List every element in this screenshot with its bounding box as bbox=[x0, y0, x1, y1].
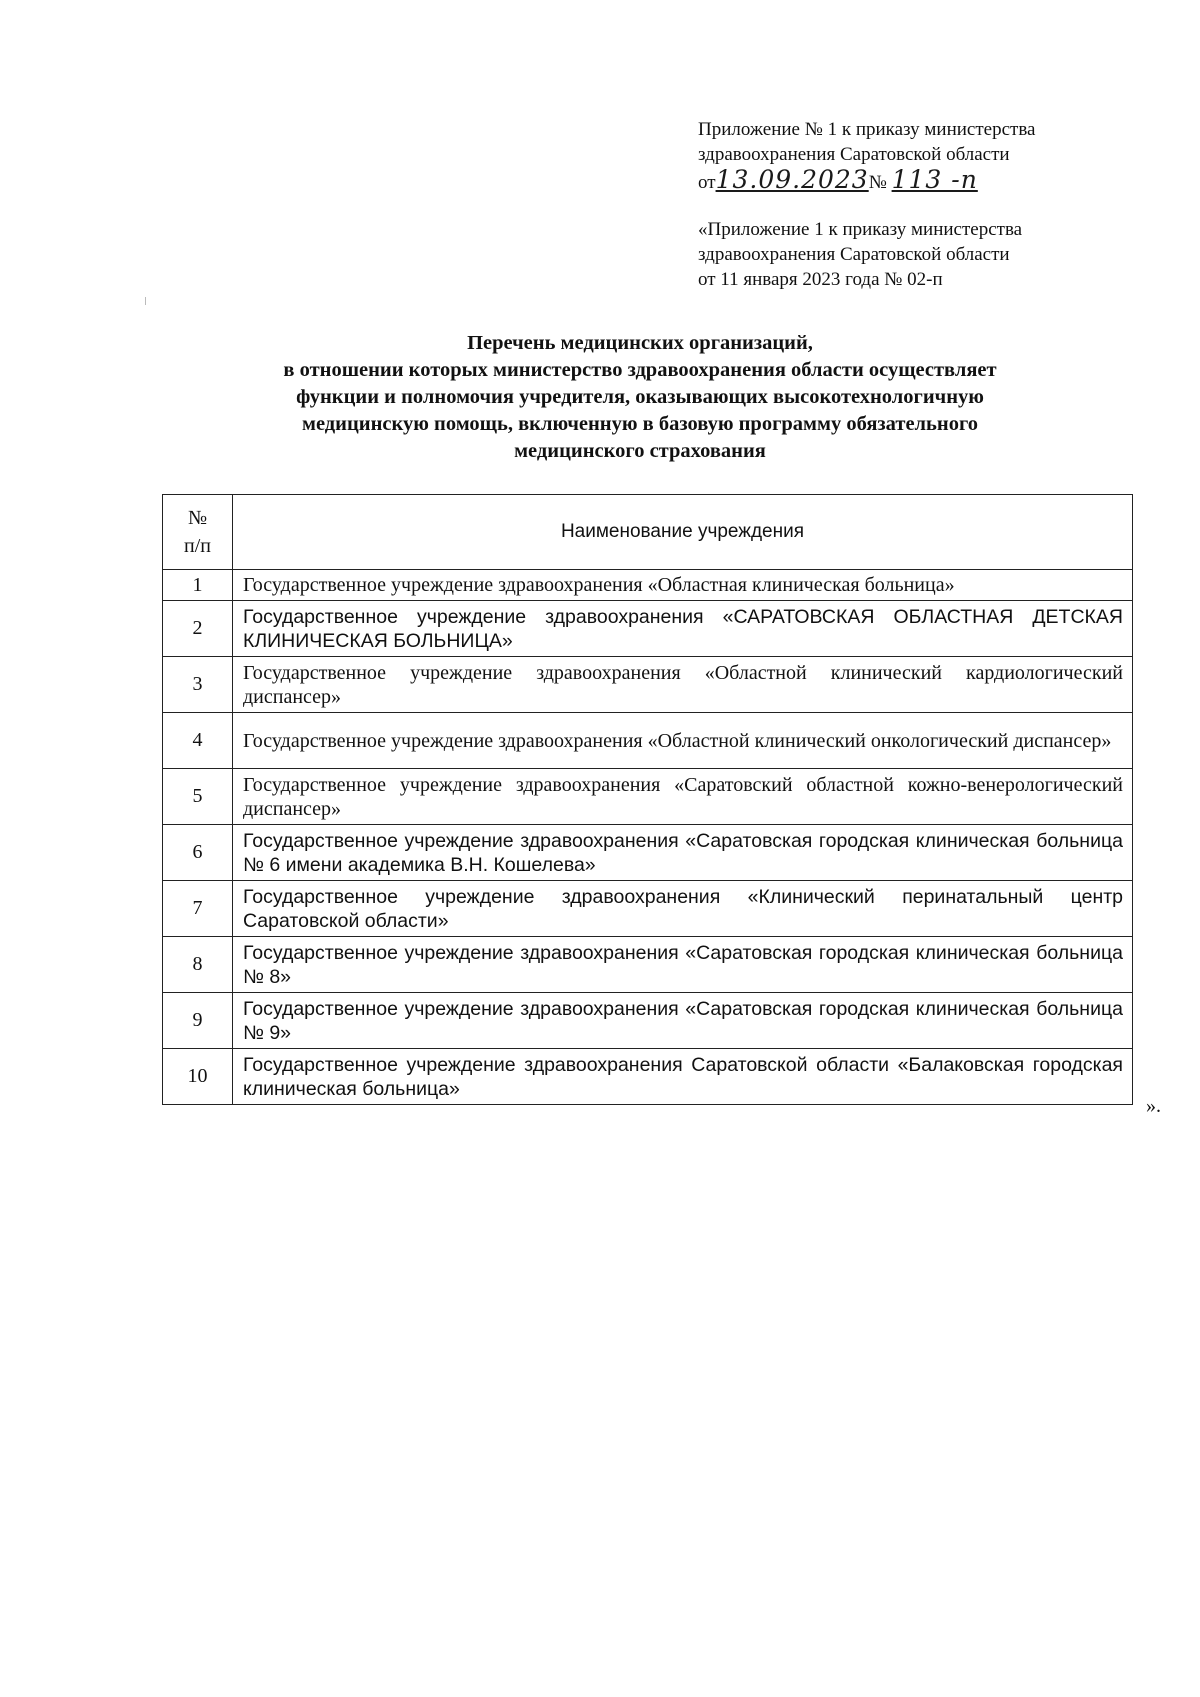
row-name: Государственное учреждение здравоохранения «Областной клинический онкологический диспансер» bbox=[233, 713, 1133, 769]
header-number-symbol: № bbox=[187, 507, 208, 529]
table-row bbox=[163, 769, 1133, 825]
title-line-1: Перечень медицинских организаций, bbox=[467, 332, 813, 354]
table-row bbox=[163, 1049, 1133, 1105]
row-number: 9 bbox=[163, 993, 233, 1049]
table-header-row bbox=[163, 495, 1133, 570]
handwritten-date: 13.09.2023 bbox=[715, 165, 869, 194]
margin-mark bbox=[145, 297, 146, 305]
title-line-3: функции и полномочия учредителя, оказывающих высокотехнологичную bbox=[296, 386, 984, 408]
document-title bbox=[150, 330, 1130, 465]
previous-line-1: «Приложение 1 к приказу министерства bbox=[698, 219, 1023, 240]
header-number-cell bbox=[163, 495, 233, 570]
attachment-header bbox=[698, 117, 1118, 195]
previous-line-3: от 11 января 2023 года № 02-п bbox=[698, 269, 943, 290]
table-row bbox=[163, 601, 1133, 657]
row-name: Государственное учреждение здравоохранения «Саратовская городская клиническая больница № 6 имени академика В.Н. Кошелева» bbox=[233, 825, 1133, 881]
table-row bbox=[163, 825, 1133, 881]
row-name: Государственное учреждение здравоохранения «Саратовская городская клиническая больница № 9» bbox=[233, 993, 1133, 1049]
title-line-4: медицинскую помощь, включенную в базовую программу обязательного bbox=[301, 413, 979, 435]
header-number-label: п/п bbox=[184, 535, 211, 557]
row-number: 3 bbox=[163, 657, 233, 713]
row-name: Государственное учреждение здравоохранения «Клинический перинатальный центр Саратовской области» bbox=[233, 881, 1133, 937]
row-name: Государственное учреждение здравоохранения «Саратовская городская клиническая больница № 8» bbox=[233, 937, 1133, 993]
header-name-cell: Наименование учреждения bbox=[233, 495, 1133, 570]
table-row bbox=[163, 657, 1133, 713]
row-name: Государственное учреждение здравоохранения «Саратовский областной кожно-венерологический диспансер» bbox=[233, 769, 1133, 825]
row-number: 6 bbox=[163, 825, 233, 881]
row-name: Государственное учреждение здравоохранения «Областной клинический кардиологический диспансер» bbox=[233, 657, 1133, 713]
title-line-5: медицинского страхования bbox=[514, 440, 766, 462]
table-row bbox=[163, 993, 1133, 1049]
attachment-line-1: Приложение № 1 к приказу министерства bbox=[698, 119, 1036, 140]
row-number: 8 bbox=[163, 937, 233, 993]
attachment-line-2: здравоохранения Саратовской области bbox=[698, 144, 1010, 165]
table-row bbox=[163, 937, 1133, 993]
previous-line-2: здравоохранения Саратовской области bbox=[698, 244, 1010, 265]
row-name: Государственное учреждение здравоохранения «Областная клиническая больница» bbox=[233, 570, 1133, 601]
title-line-2: в отношении которых министерство здравоохранения области осуществляет bbox=[283, 359, 997, 381]
row-name: Государственное учреждение здравоохранения Саратовской области «Балаковская городская клиническая больница» bbox=[233, 1049, 1133, 1105]
row-number: 2 bbox=[163, 601, 233, 657]
handwritten-number: 113 -п bbox=[891, 165, 978, 194]
number-prefix: № bbox=[868, 172, 887, 193]
table-row bbox=[163, 713, 1133, 769]
row-number: 7 bbox=[163, 881, 233, 937]
table-row bbox=[163, 881, 1133, 937]
date-prefix: от bbox=[698, 172, 716, 193]
previous-attachment-header bbox=[698, 217, 1118, 292]
attachment-date-line bbox=[698, 167, 1118, 195]
row-name: Государственное учреждение здравоохранения «САРАТОВСКАЯ ОБЛАСТНАЯ ДЕТСКАЯ КЛИНИЧЕСКАЯ БОЛЬНИЦА» bbox=[233, 601, 1133, 657]
institutions-table bbox=[162, 494, 1133, 1105]
closing-quote: ». bbox=[1146, 1095, 1161, 1117]
row-number: 10 bbox=[163, 1049, 233, 1105]
table-row bbox=[163, 570, 1133, 601]
row-number: 5 bbox=[163, 769, 233, 825]
row-number: 1 bbox=[163, 570, 233, 601]
row-number: 4 bbox=[163, 713, 233, 769]
